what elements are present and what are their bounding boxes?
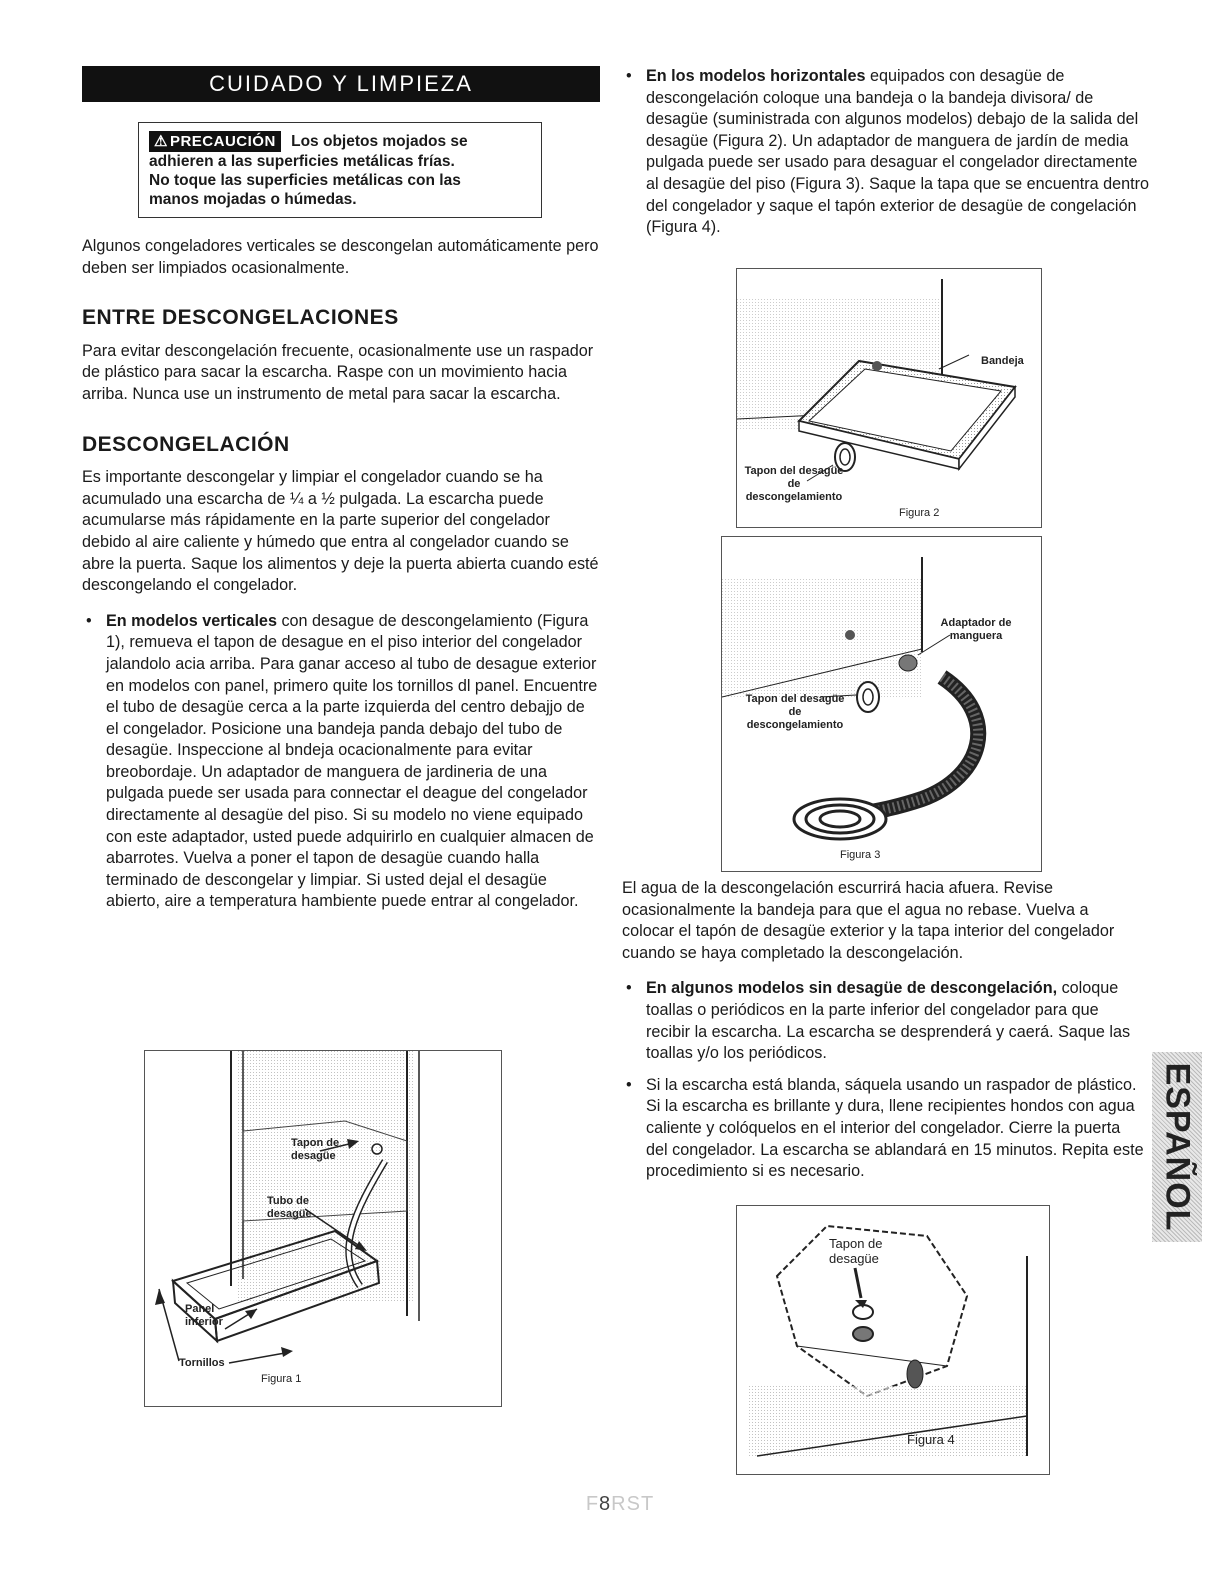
right-column-top (622, 66, 1150, 249)
bullet-no-drain-text: coloque toallas o periódicos en la parte inferior del congelador para que recibir la escarcha. La escarcha se desprenderá y caerá. Saque las toallas y/o los periódicos. (646, 979, 1131, 1063)
bullet-vertical-models (82, 611, 600, 913)
caution-badge (149, 131, 281, 152)
intro-paragraph: Algunos congeladores verticales se descongelan automáticamente pero deben ser limpiados ocasionalmente. (82, 237, 599, 277)
figure-2-label-tapon: Tapon del desagüe de descongelamiento (744, 465, 844, 503)
language-side-tab (1152, 1052, 1202, 1242)
caution-box (138, 122, 542, 218)
figure-1-drawing (145, 1051, 501, 1406)
language-side-tab-label: ESPAÑOL (1158, 1062, 1197, 1232)
bullet-horizontal-lead: En los modelos horizontales (646, 67, 866, 85)
bullet-vertical-lead: En modelos verticales (106, 611, 277, 630)
figure-1-label-panel: Panel inferior (185, 1303, 223, 1328)
figure-1-caption: Figura 1 (261, 1373, 302, 1385)
bullet-horizontal-models (622, 66, 1150, 239)
figure-2-label-bandeja: Bandeja (981, 355, 1024, 367)
page-number (560, 1493, 680, 1516)
figure-1-label-tapon: Tapon de desagüe (291, 1137, 340, 1162)
figure-3-label-tapon: Tapon del desagüe de descongelamiento (745, 693, 845, 731)
caution-line-3: No toque las superficies metálicas con las (149, 172, 461, 189)
bullet-no-drain (622, 978, 1144, 1064)
caution-line-2: adhieren a las superficies metálicas frías. (149, 153, 455, 170)
figure-4 (736, 1205, 1050, 1475)
figure-4-label-tapon: Tapon de desagüe (829, 1236, 883, 1266)
figure-1-label-tornillos: Tornillos (179, 1357, 225, 1369)
caution-line-1: Los objetos mojados se (291, 133, 468, 150)
lower-bullets (622, 978, 1144, 1182)
figure-1-label-tubo: Tubo de desagüe (267, 1195, 312, 1220)
heading-defrost: DESCONGELACIÓN (82, 432, 290, 456)
defrost-bullets (82, 611, 600, 913)
figure-4-caption: Figura 4 (907, 1432, 955, 1447)
between-defrost-paragraph: Para evitar descongelación frecuente, ocasionalmente use un raspador de plástico para sacar la escarcha. Raspe con un movimiento hacia arriba. Nunca use un instrumento de metal para sacar la escarcha. (82, 341, 594, 403)
page-number-value: 8 (599, 1493, 612, 1515)
section-banner: CUIDADO Y LIMPIEZA (82, 66, 600, 102)
figure-3-label-adaptador: Adaptador de manguera (940, 617, 1012, 642)
page-number-left-mark: F (585, 1493, 600, 1515)
after-figures-paragraph: El agua de la descongelación escurrirá hacia afuera. Revise ocasionalmente la bandeja para que el agua no rebase. Vuelva a colocar el tapón de desagüe exterior y la tapa interior del congelador cuando se haya completado la descongelación. (622, 879, 1115, 962)
bullet-no-drain-lead: En algunos modelos sin desagüe de descongelación, (646, 979, 1058, 998)
bullet-soft-frost-text: Si la escarcha está blanda, sáquela usando un raspador de plástico. Si la escarcha es brillante y dura, llene recipientes hondos con agua caliente y colóquelos en el interior del congelador. Cierre la puerta del congelador. La escarcha se ablandará en 15 minutos. Repita este procedimiento si es necesario. (646, 1075, 1144, 1181)
caution-line-4: manos mojadas o húmedas. (149, 191, 357, 208)
warning-icon: ⚠ (154, 133, 168, 150)
defrost-paragraph: Es importante descongelar y limpiar el congelador cuando se ha acumulado una escarcha de ¼ a ½ pulgada. La escarcha puede acumularse más rápidamente en la parte superior del congelador debido al aire caliente y húmedo que entra al congelador cuando se abre la puerta. Saque los alimentos y deje la puerta abierta cuando esté descongelando el congelador. (82, 468, 599, 595)
right-column-bottom (622, 878, 1144, 1193)
horizontal-bullets (622, 66, 1150, 239)
figure-3-caption: Figura 3 (840, 849, 881, 861)
figure-1 (144, 1050, 502, 1407)
bullet-soft-frost (622, 1075, 1144, 1183)
left-column (82, 66, 600, 923)
heading-between-defrost: ENTRE DESCONGELACIONES (82, 306, 399, 330)
figure-3 (721, 536, 1042, 872)
caution-badge-label: PRECAUCIÓN (169, 133, 276, 150)
bullet-vertical-text: con desague de descongelamiento (Figura 1), remueva el tapon de desague en el piso interior del congelador jalandolo acia arriba. Para ganar acceso al tubo de desague exterior en modelos con panel, primero quite los tornillos dl panel. Encuentre el tubo de desagüe cerca a la parte izquierda del centro debajjo de el congelador. Posicione una bandeja panda debajo del tubo de desagüe. Inspeccione al bndeja ocacionalmente para evitar breobordaje. Un adaptador de manguera de jardineria de una pulgada puede ser usada para connectar el deague del congelador directamente al desagüe del piso. Si su modelo no viene equipado con este adaptador, usted puede adquirirlo en cualquier almacen de abarrotes. Vuelva a poner el tapon de desagüe cuando halla terminado de descongelar y limpiar. Si usted dejal el desagüe abierto, aire a temperatura hambiente puede entrar al congelador. (106, 611, 598, 911)
figure-2-caption: Figura 2 (899, 507, 940, 519)
bullet-horizontal-text: equipados con desagüe de descongelación coloque una bandeja o la bandeja divisora/ de desagüe (suministrada con algunos modelos) debajo de la salida del desagüe (Figura 2). Un adaptador de manguera de jardín de media pulgada puede ser usado para desaguar el congelador directamente al desagüe del piso (Figura 3). Saque la tapa que se encuentra dentro del congelador y saque el tapón exterior de desagüe de congelación (Figura 4). (646, 67, 1150, 237)
figure-2 (736, 268, 1042, 528)
page-number-right-mark: RST (611, 1493, 655, 1515)
